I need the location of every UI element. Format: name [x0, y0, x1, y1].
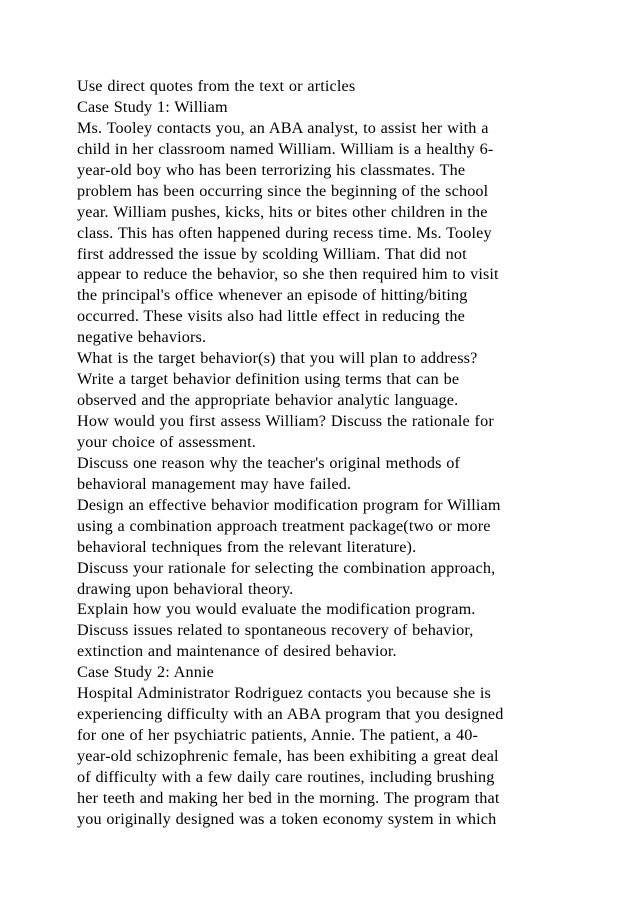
question-line: observed and the appropriate behavior analytic language. — [77, 391, 459, 410]
question-line: behavioral techniques from the relevant literature). — [77, 537, 417, 556]
question-line: Write a target behavior definition using terms that can be — [77, 370, 460, 389]
text-line: occurred. These visits also had little effect in reducing the — [77, 307, 465, 326]
question-line: using a combination approach treatment package(two or more — [77, 516, 491, 535]
question-line: What is the target behavior(s) that you will plan to address? — [77, 349, 478, 368]
text-line: of difficulty with a few daily care routines, including brushing — [77, 767, 495, 786]
document-body — [77, 76, 637, 830]
question-line: Discuss issues related to spontaneous recovery of behavior, — [77, 621, 474, 640]
question-line: drawing upon behavioral theory. — [77, 579, 294, 598]
question-line: your choice of assessment. — [77, 432, 256, 451]
text-line: the principal's office whenever an episode of hitting/biting — [77, 286, 468, 305]
text-line: year. William pushes, kicks, hits or bites other children in the — [77, 202, 488, 221]
case-study-2-heading: Case Study 2: Annie — [77, 663, 214, 682]
question-line: Discuss your rationale for selecting the combination approach, — [77, 558, 496, 577]
text-line: you originally designed was a token economy system in which — [77, 809, 497, 828]
question-line: behavioral management may have failed. — [77, 474, 352, 493]
text-line: class. This has often happened during recess time. Ms. Tooley — [77, 223, 492, 242]
text-line: year-old boy who has been terrorizing his classmates. The — [77, 160, 466, 179]
question-line: extinction and maintenance of desired behavior. — [77, 642, 397, 661]
question-line: Discuss one reason why the teacher's original methods of — [77, 453, 461, 472]
text-line: appear to reduce the behavior, so she then required him to visit — [77, 265, 499, 284]
text-line: negative behaviors. — [77, 328, 207, 347]
instruction-line: Use direct quotes from the text or articles — [77, 77, 356, 95]
case-study-1-heading: Case Study 1: William — [77, 97, 228, 116]
text-line: problem has been occurring since the beginning of the school — [77, 181, 489, 200]
text-line: her teeth and making her bed in the morning. The program that — [77, 788, 500, 807]
text-line: child in her classroom named William. William is a healthy 6- — [77, 139, 494, 158]
text-line: experiencing difficulty with an ABA program that you designed — [77, 705, 504, 724]
text-line: Hospital Administrator Rodriguez contacts you because she is — [77, 684, 491, 703]
question-line: Explain how you would evaluate the modification program. — [77, 600, 476, 619]
question-line: Design an effective behavior modification program for William — [77, 495, 501, 514]
text-line: year-old schizophrenic female, has been exhibiting a great deal — [77, 747, 499, 765]
text-line: Ms. Tooley contacts you, an ABA analyst, to assist her with a — [77, 118, 489, 137]
question-line: How would you first assess William? Discuss the rationale for — [77, 412, 494, 430]
text-line: first addressed the issue by scolding William. That did not — [77, 244, 467, 263]
text-line: for one of her psychiatric patients, Annie. The patient, a 40- — [77, 726, 479, 745]
